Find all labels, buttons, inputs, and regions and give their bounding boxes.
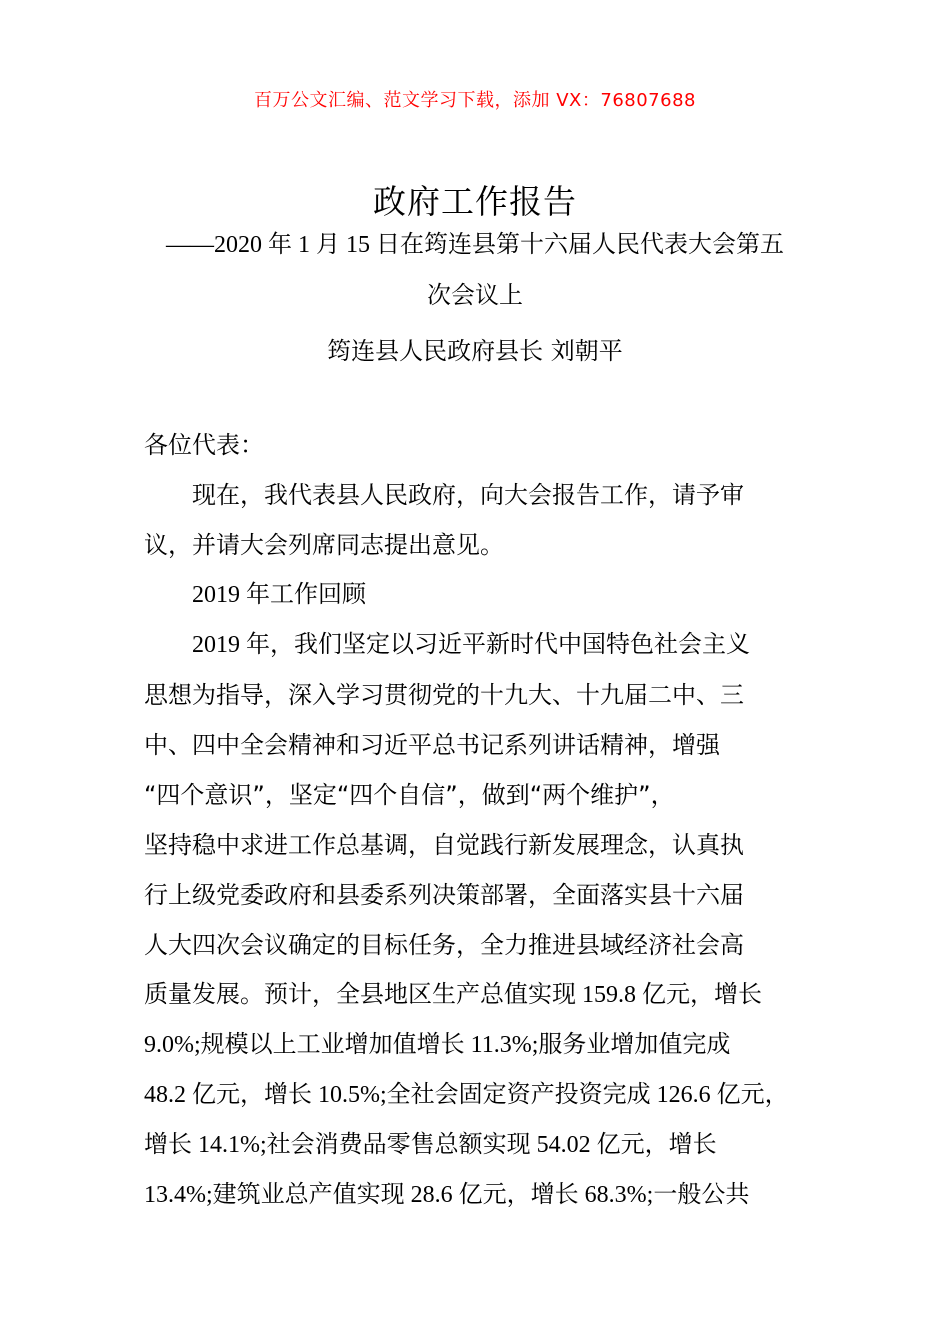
body-line: 现在，我代表县人民政府，向大会报告工作，请予审 — [144, 481, 744, 509]
body-line: 人大四次会议确定的目标任务，全力推进县域经济社会高 — [144, 931, 744, 959]
body-line: “四个意识”，坚定“四个自信”，做到“两个维护”， — [144, 781, 675, 809]
subtitle-line-1: ——2020 年 1 月 15 日在筠连县第十六届人民代表大会第五 — [166, 232, 784, 258]
subtitle-line-2: 次会议上 — [427, 281, 523, 309]
salutation: 各位代表： — [144, 431, 264, 459]
body-line: 行上级党委政府和县委系列决策部署，全面落实县十六届 — [144, 881, 744, 909]
body-line: 48.2 亿元，增长 10.5%;全社会固定资产投资完成 126.6 亿元， — [144, 1082, 789, 1108]
document-title: 政府工作报告 — [373, 182, 577, 221]
author-line: 筠连县人民政府县长 刘朝平 — [327, 337, 623, 365]
body-line: 9.0%;规模以上工业增加值增长 11.3%;服务业增加值完成 — [144, 1032, 731, 1058]
watermark-banner: 百万公文汇编、范文学习下载，添加 VX：76807688 — [254, 90, 696, 111]
body-line: 中、四中全会精神和习近平总书记系列讲话精神，增强 — [144, 731, 720, 759]
section-heading: 2019 年工作回顾 — [144, 582, 366, 608]
body-line: 13.4%;建筑业总产值实现 28.6 亿元，增长 68.3%;一般公共 — [144, 1182, 750, 1208]
body-line: 坚持稳中求进工作总基调，自觉践行新发展理念，认真执 — [144, 831, 744, 859]
body-line: 2019 年，我们坚定以习近平新时代中国特色社会主义 — [144, 632, 750, 658]
body-line: 增长 14.1%;社会消费品零售总额实现 54.02 亿元，增长 — [144, 1132, 717, 1158]
body-line: 质量发展。预计，全县地区生产总值实现 159.8 亿元，增长 — [144, 982, 762, 1008]
body-line: 思想为指导，深入学习贯彻党的十九大、十九届二中、三 — [144, 681, 744, 709]
body-line: 议，并请大会列席同志提出意见。 — [144, 531, 504, 559]
